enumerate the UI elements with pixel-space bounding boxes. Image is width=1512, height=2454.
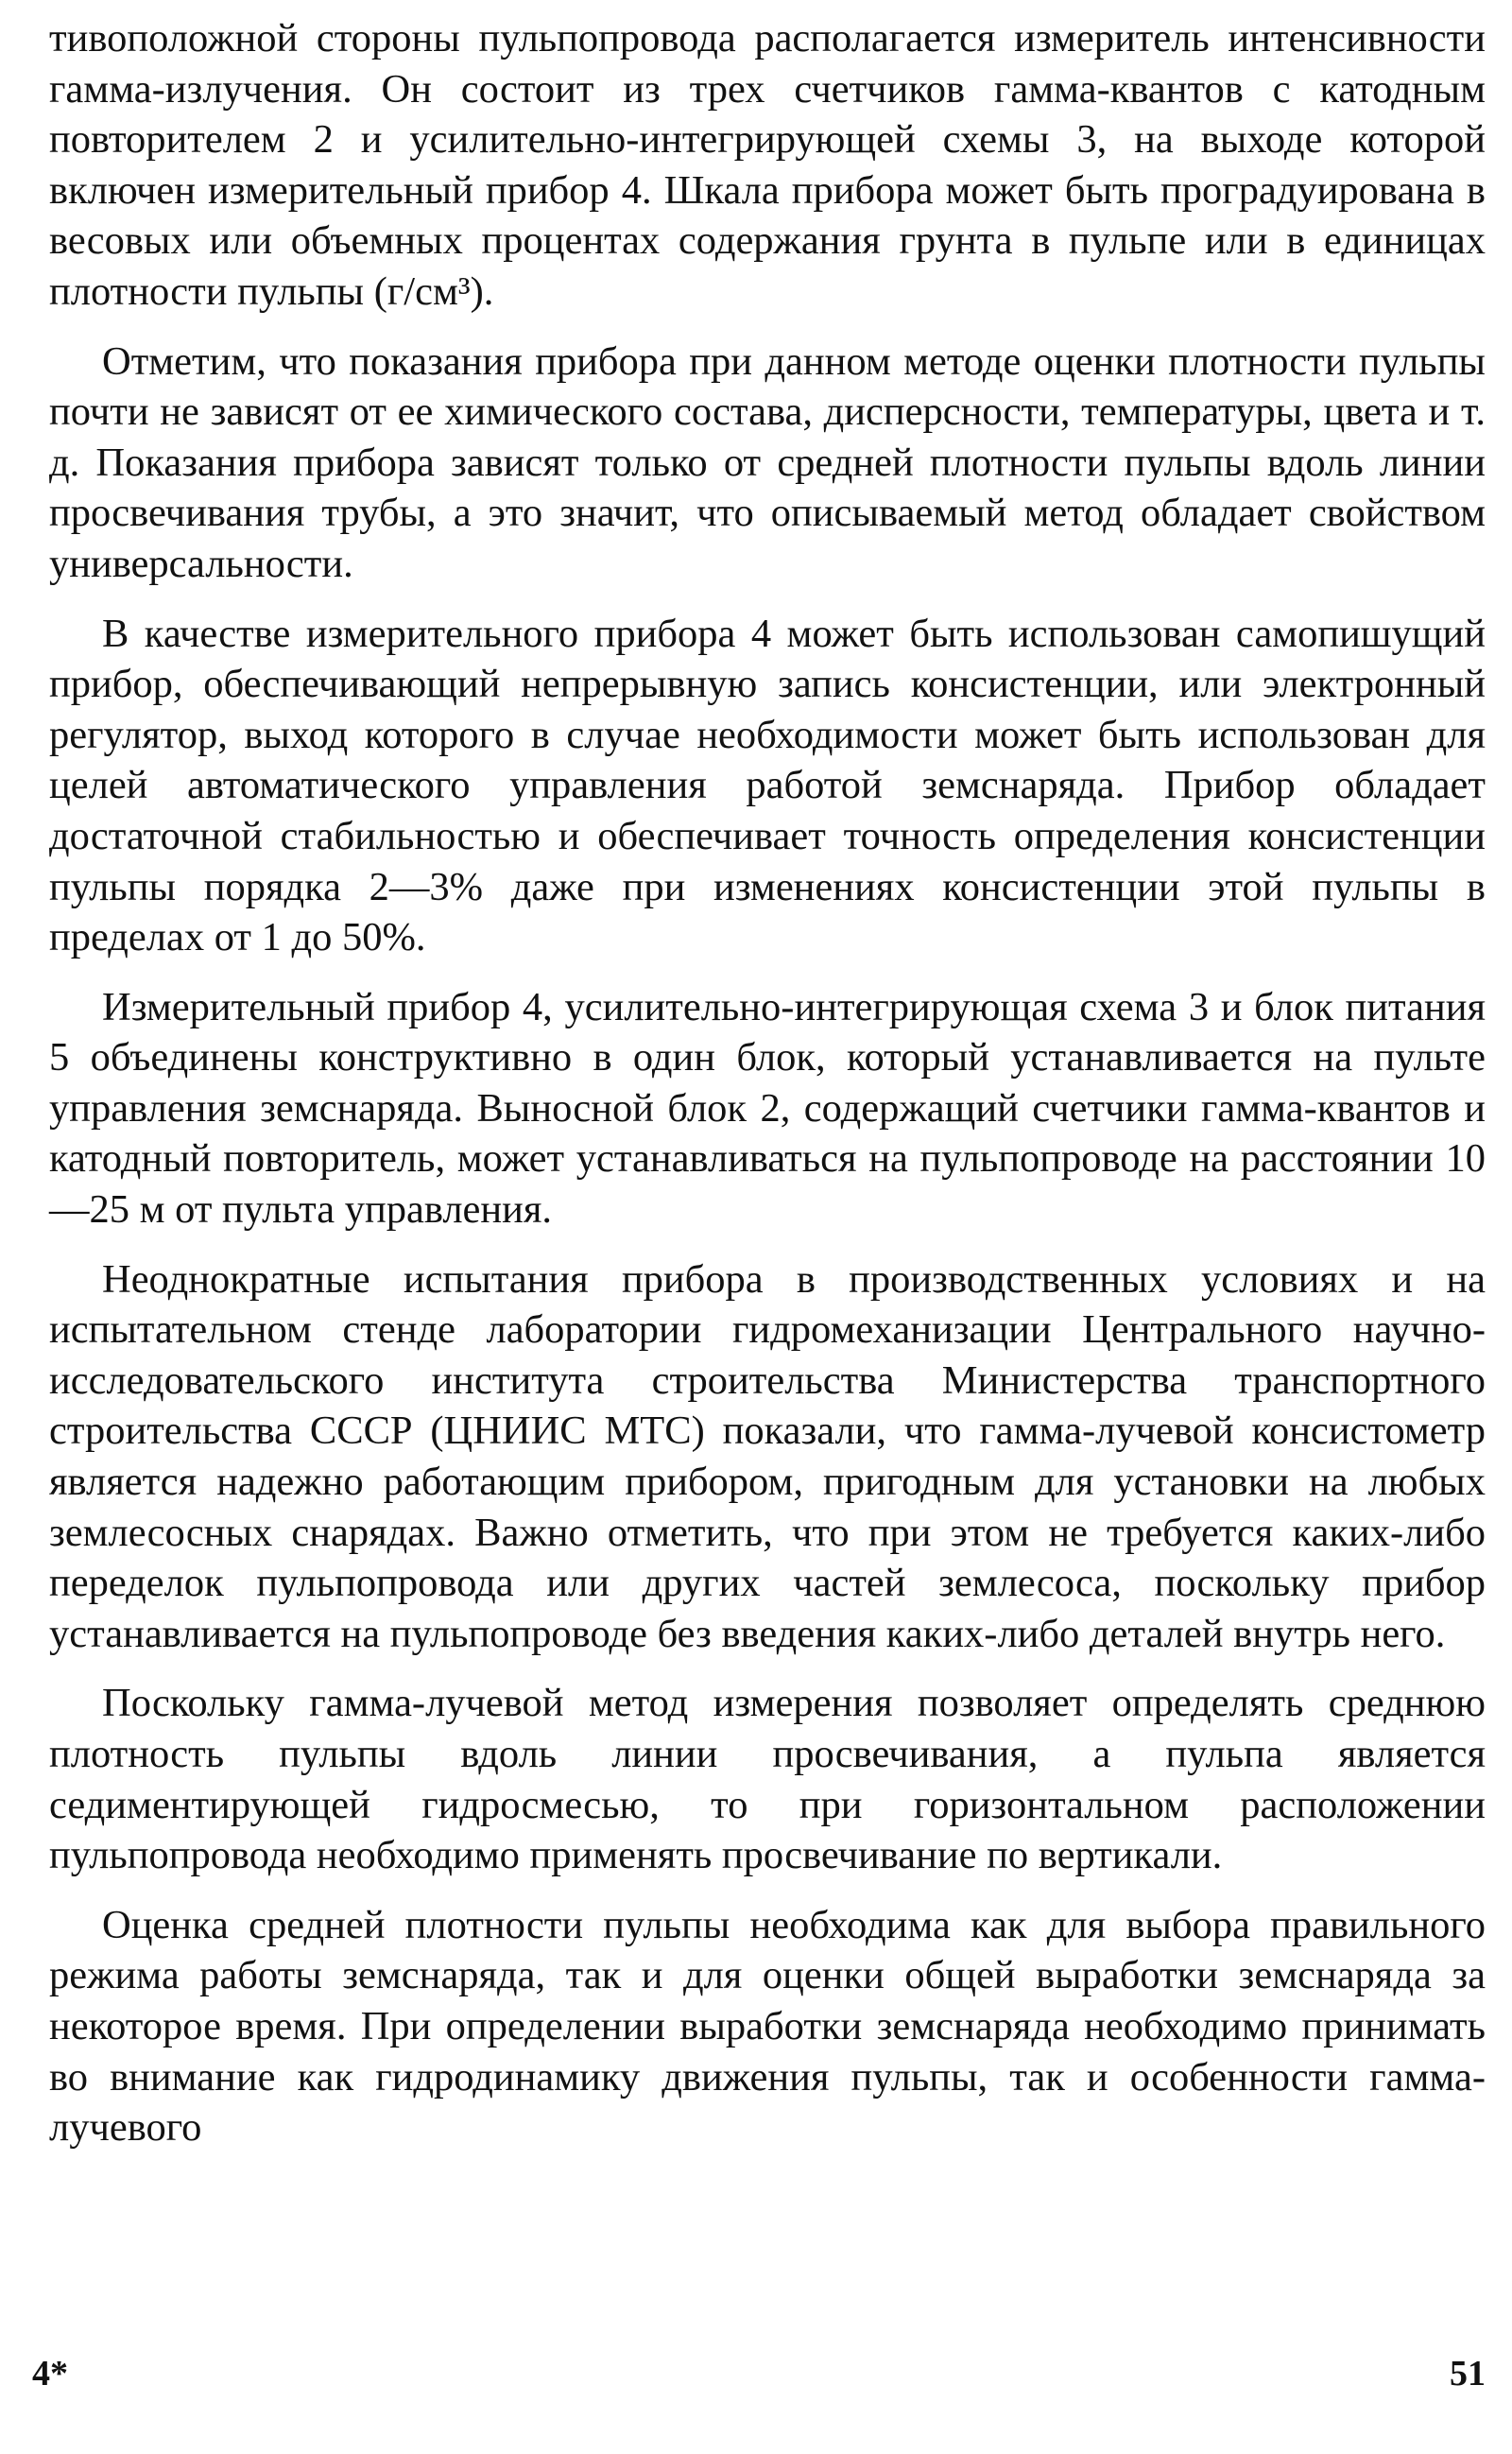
paragraph: Отметим, что показания прибора при данном методе оценки плотности пульпы почти не зависят от ее химического состава, дисперсности, температуры, цвета и т. д. Показания прибора зависят только от средней плотности пульпы вдоль линии просвечивания трубы, а это значит, что описываемый метод обладает свойством универсальности. <box>49 338 1486 586</box>
paragraph: Поскольку гамма-лучевой метод измерения позволяет определять среднюю плотность пульпы вдоль линии просвечивания, а пульпа является седиментирующей гидросмесью, то при горизонтальном расположении пульпопровода необходимо применять просвечивание по вертикали. <box>49 1681 1486 1878</box>
paragraph: Оценка средней плотности пульпы необходима как для выбора правильного режима работы земснаряда, так и для оценки общей выработки земснаряда за некоторое время. При определении выработки земснаряда необходимо принимать во внимание как гидродинамику движения пульпы, так и особенности гамма-лучевого <box>49 1902 1486 2151</box>
page-number: 51 <box>1450 2354 1486 2394</box>
paragraph: Неоднократные испытания прибора в производственных условиях и на испытательном стенде лаборатории гидромеханизации Центрального научно-исследовательского института строительства Министерства транспортного строительства СССР (ЦНИИС МТС) показали, что гамма-лучевой консистометр является надежно работающим прибором, пригодным для установки на любых землесосных снарядах. Важно отметить, что при этом не требуется каких-либо переделок пульпопровода или других частей землесоса, поскольку прибор устанавливается на пульпопроводе без введения каких-либо деталей внутрь него. <box>49 1256 1486 1656</box>
paragraph: Измерительный прибор 4, усилительно-интегрирующая схема 3 и блок питания 5 объединены конструктивно в один блок, который устанавливается на пульте управления земснаряда. Выносной блок 2, содержащий счетчики гамма-квантов и катодный повторитель, может устанавливаться на пульпопроводе на расстоянии 10—25 м от пульта управления. <box>49 984 1486 1233</box>
page-footer <box>32 2341 1486 2407</box>
paragraph: В качестве измерительного прибора 4 может быть использован самопишущий прибор, обеспечивающий непрерывную запись консистенции, или электронный регулятор, выход которого в случае необходимости может быть использован для целей автоматического управления работой земснаряда. Прибор обладает достаточной стабильностью и обеспечивает точность определения консистенции пульпы порядка 2—3% даже при изменениях консистенции этой пульпы в пределах от 1 до 50%. <box>49 611 1486 960</box>
signature-mark: 4* <box>32 2354 68 2394</box>
book-page <box>49 13 1486 2414</box>
paragraph: тивоположной стороны пульпопровода располагается измеритель интенсивности гамма-излучения. Он состоит из трех счетчиков гамма-квантов с катодным повторителем 2 и усилительно-интегрирующей схемы 3, на выходе которой включен измерительный прибор 4. Шкала прибора может быть проградуирована в весовых или объемных процентах содержания грунта в пульпе или в единицах плотности пульпы (г/см³). <box>49 16 1486 314</box>
